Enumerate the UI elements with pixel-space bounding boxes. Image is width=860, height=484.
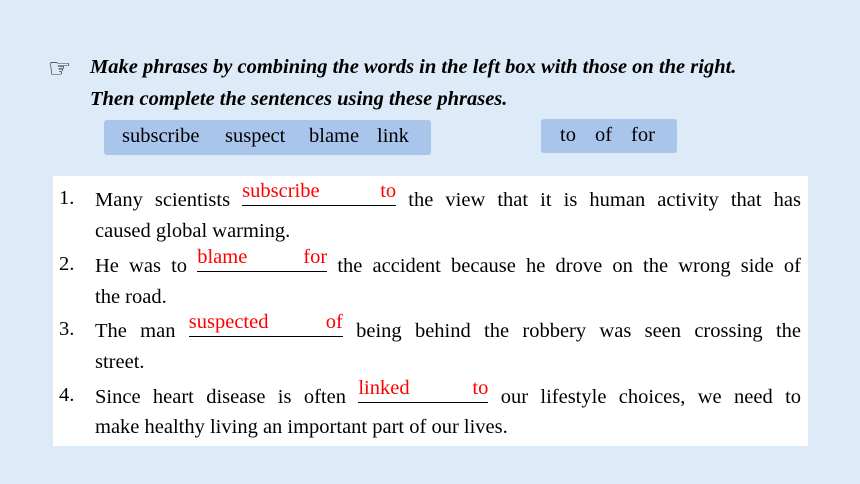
word-to: to bbox=[560, 124, 576, 146]
sentence-3-line-1 bbox=[95, 311, 802, 343]
answer-blank bbox=[188, 311, 343, 337]
pointing-hand-icon: ☞ bbox=[48, 54, 72, 84]
word-subscribe: subscribe bbox=[122, 125, 200, 147]
answer-text: suspected of bbox=[188, 311, 343, 333]
answer-blank bbox=[242, 180, 397, 206]
sentence-text: Many scientists bbox=[95, 189, 231, 211]
sentence-text: The man bbox=[95, 320, 176, 342]
word-for: for bbox=[631, 124, 655, 146]
sentence-number: 1. bbox=[59, 187, 75, 209]
answer-blank bbox=[197, 246, 328, 272]
left-word-box bbox=[104, 120, 431, 155]
word-link: link bbox=[377, 125, 409, 147]
sentence-2-line-1 bbox=[95, 246, 801, 278]
sentences-panel bbox=[53, 176, 808, 446]
sentence-4-line-2: make healthy living an important part of our lives. bbox=[95, 416, 508, 438]
answer-blank bbox=[358, 377, 489, 403]
sentence-number: 4. bbox=[59, 384, 75, 406]
sentence-number: 2. bbox=[59, 253, 75, 275]
right-word-box bbox=[541, 119, 677, 153]
word-of: of bbox=[595, 124, 613, 146]
sentence-text: the accident because he drove on the wrong side of bbox=[337, 255, 801, 277]
word-blame: blame bbox=[309, 125, 360, 147]
sentence-2-line-2: the road. bbox=[95, 286, 167, 308]
sentence-text: being behind the robbery was seen crossing the bbox=[356, 320, 802, 342]
sentence-text: He was to bbox=[95, 255, 188, 277]
instruction-line-2: Then complete the sentences using these phrases. bbox=[90, 88, 508, 110]
instruction-line-1: Make phrases by combining the words in the left box with those on the right. bbox=[90, 56, 737, 78]
answer-text: linked to bbox=[358, 377, 489, 399]
sentence-1-line-2: caused global warming. bbox=[95, 220, 291, 242]
answer-text: subscribe to bbox=[242, 180, 397, 202]
sentence-text: our lifestyle choices, we need to bbox=[500, 386, 802, 408]
sentence-1-line-1 bbox=[95, 180, 801, 212]
sentence-number: 3. bbox=[59, 318, 75, 340]
sentence-3-line-2: street. bbox=[95, 351, 145, 373]
sentence-text: Since heart disease is often bbox=[95, 386, 346, 408]
sentence-4-line-1 bbox=[95, 377, 802, 409]
sentence-text: the view that it is human activity that has bbox=[408, 189, 801, 211]
word-suspect: suspect bbox=[225, 125, 286, 147]
answer-text: blame for bbox=[197, 246, 328, 268]
